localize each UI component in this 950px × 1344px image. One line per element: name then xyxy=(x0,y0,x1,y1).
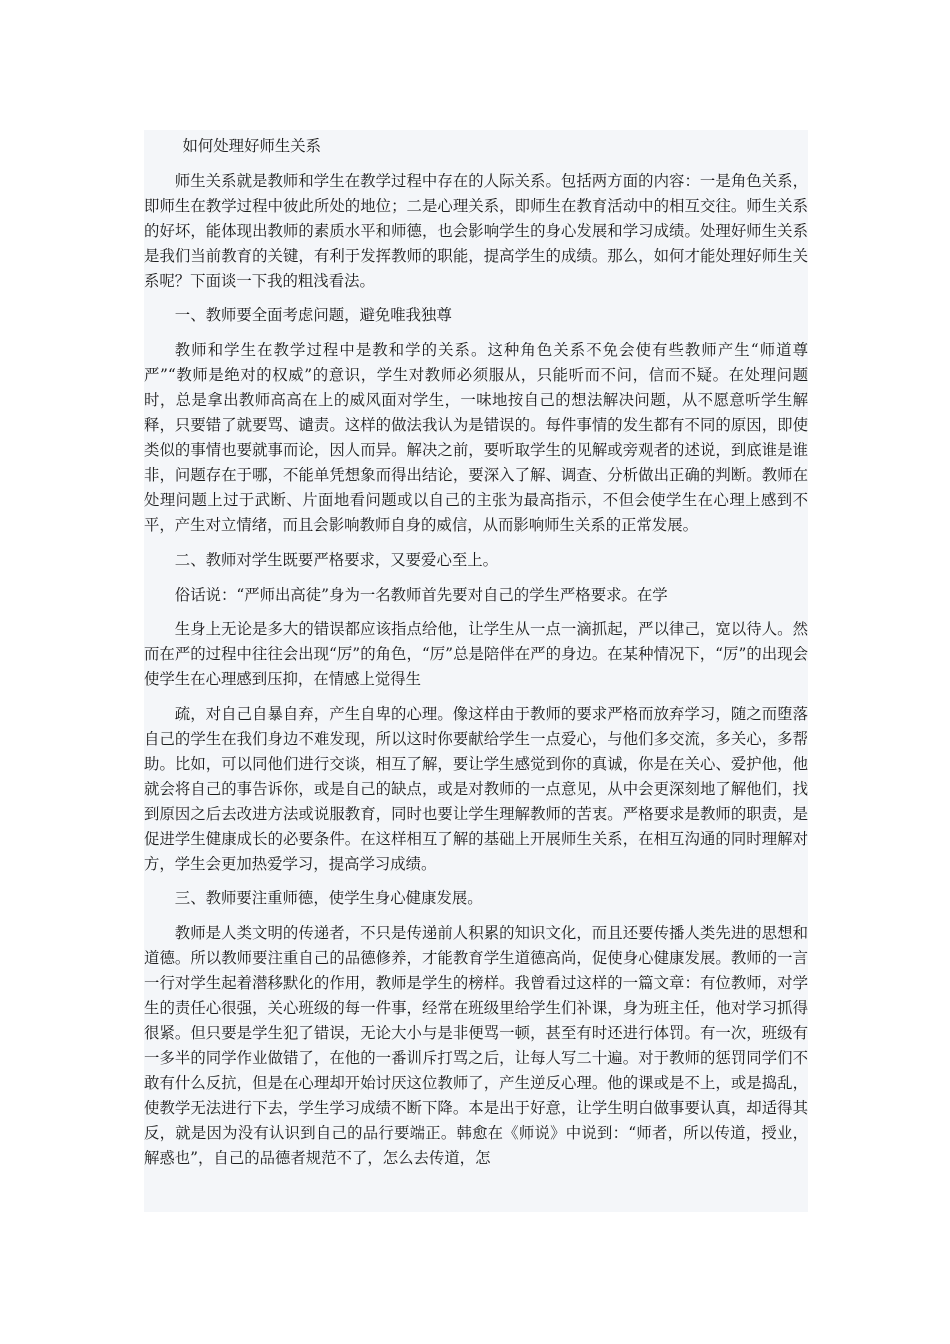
section-1-paragraph: 教师和学生在教学过程中是教和学的关系。这种角色关系不免会使有些教师产生“师道尊严”“教师是绝对的权威”的意识，学生对教师必须服从，只能听而不问，信而不疑。在处理问题时，总是拿出教师高高在上的威风面对学生，一味地按自己的想法解决问题，从不愿意听学生解释，只要错了就要骂、谴责。这样的做法我认为是错误的。每件事情的发生都有不同的原因，即使类似的事情也要就事而论，因人而异。解决之前，要听取学生的见解或旁观者的述说，到底谁是谁非，问题存在于哪，不能单凭想象而得出结论，要深入了解、调查、分析做出正确的判断。教师在处理问题上过于武断、片面地看问题或以自己的主张为最高指示，不但会使学生在心理上感到不平，产生对立情绪，而且会影响教师自身的威信，从而影响师生关系的正常发展。 xyxy=(144,341,808,534)
intro-paragraph: 师生关系就是教师和学生在教学过程中存在的人际关系。包括两方面的内容：一是角色关系，即师生在教学过程中彼此所处的地位；二是心理关系，即师生在教育活动中的相互交往。师生关系的好坏，能体现出教师的素质水平和师德，也会影响学生的身心发展和学习成绩。处理好师生关系是我们当前教育的关键，有利于发挥教师的职能，提高学生的成绩。那么，如何才能处理好师生关系呢？下面谈一下我的粗浅看法。 xyxy=(144,171,808,290)
section-heading-1: 一、教师要全面考虑问题，避免唯我独尊 xyxy=(174,306,452,325)
section-heading-2: 二、教师对学生既要严格要求，又要爱心至上。 xyxy=(174,550,499,569)
section-3-paragraph: 教师是人类文明的传递者，不只是传递前人积累的知识文化，而且还要传播人类先进的思想和道德。所以教师要注重自己的品德修养，才能教育学生道德高尚，促使身心健康发展。教师的一言一行对学生起着潜移默化的作用，教师是学生的榜样。我曾看过这样的一篇文章：有位教师，对学生的责任心很强，关心班级的每一件事，经常在班级里给学生们补课，身为班主任，他对学习抓得很紧。但只要是学生犯了错误，无论大小与是非便骂一顿，甚至有时还进行体罚。有一次，班级有一多半的同学作业做错了，在他的一番训斥打骂之后，让每人写二十遍。对于教师的惩罚同学们不敢有什么反抗，但是在心理却开始讨厌这位教师了，产生逆反心理。他的课或是不上，或是捣乱，使教学无法进行下去，学生学习成绩不断下降。本是出于好意，让学生明白做事要认真，却适得其反，就是因为没有认识到自己的品行要端正。韩愈在《师说》中说到：“师者，所以传道，授业，解惑也”，自己的品德者规范不了，怎么去传道，怎 xyxy=(144,924,808,1167)
section-heading-3: 三、教师要注重师德，使学生身心健康发展。 xyxy=(174,889,483,908)
section-2-paragraph-1: 俗话说：“严师出高徒”身为一名教师首先要对自己的学生严格要求。在学 xyxy=(174,585,668,604)
section-2-paragraph-3: 疏，对自己自暴自弃，产生自卑的心理。像这样由于教师的要求严格而放弃学习，随之而堕落自己的学生在我们身边不难发现，所以这时你要献给学生一点爱心，与他们多交流，多关心，多帮助。比如，可以同他们进行交谈，相互了解，要让学生感觉到你的真诚，你是在关心、爱护他，他就会将自己的事告诉你，或是自己的缺点，或是对教师的一点意见，从中会更深刻地了解他们，找到原因之后去改进方法或说服教育，同时也要让学生理解教师的苦衷。严格要求是教师的职责，是促进学生健康成长的必要条件。在这样相互了解的基础上开展师生关系，在相互沟通的同时理解对方，学生会更加热爱学习，提高学习成绩。 xyxy=(144,705,808,873)
section-2-paragraph-2: 生身上无论是多大的错误都应该指点给他，让学生从一点一滴抓起，严以律己，宽以待人。然而在严的过程中往往会出现“厉”的角色，“厉”总是陪伴在严的身边。在某种情况下，“厉”的出现会使学生在心理感到压抑，在情感上觉得生 xyxy=(144,620,808,689)
article-body xyxy=(144,130,808,1212)
article-title: 如何处理好师生关系 xyxy=(182,137,322,155)
